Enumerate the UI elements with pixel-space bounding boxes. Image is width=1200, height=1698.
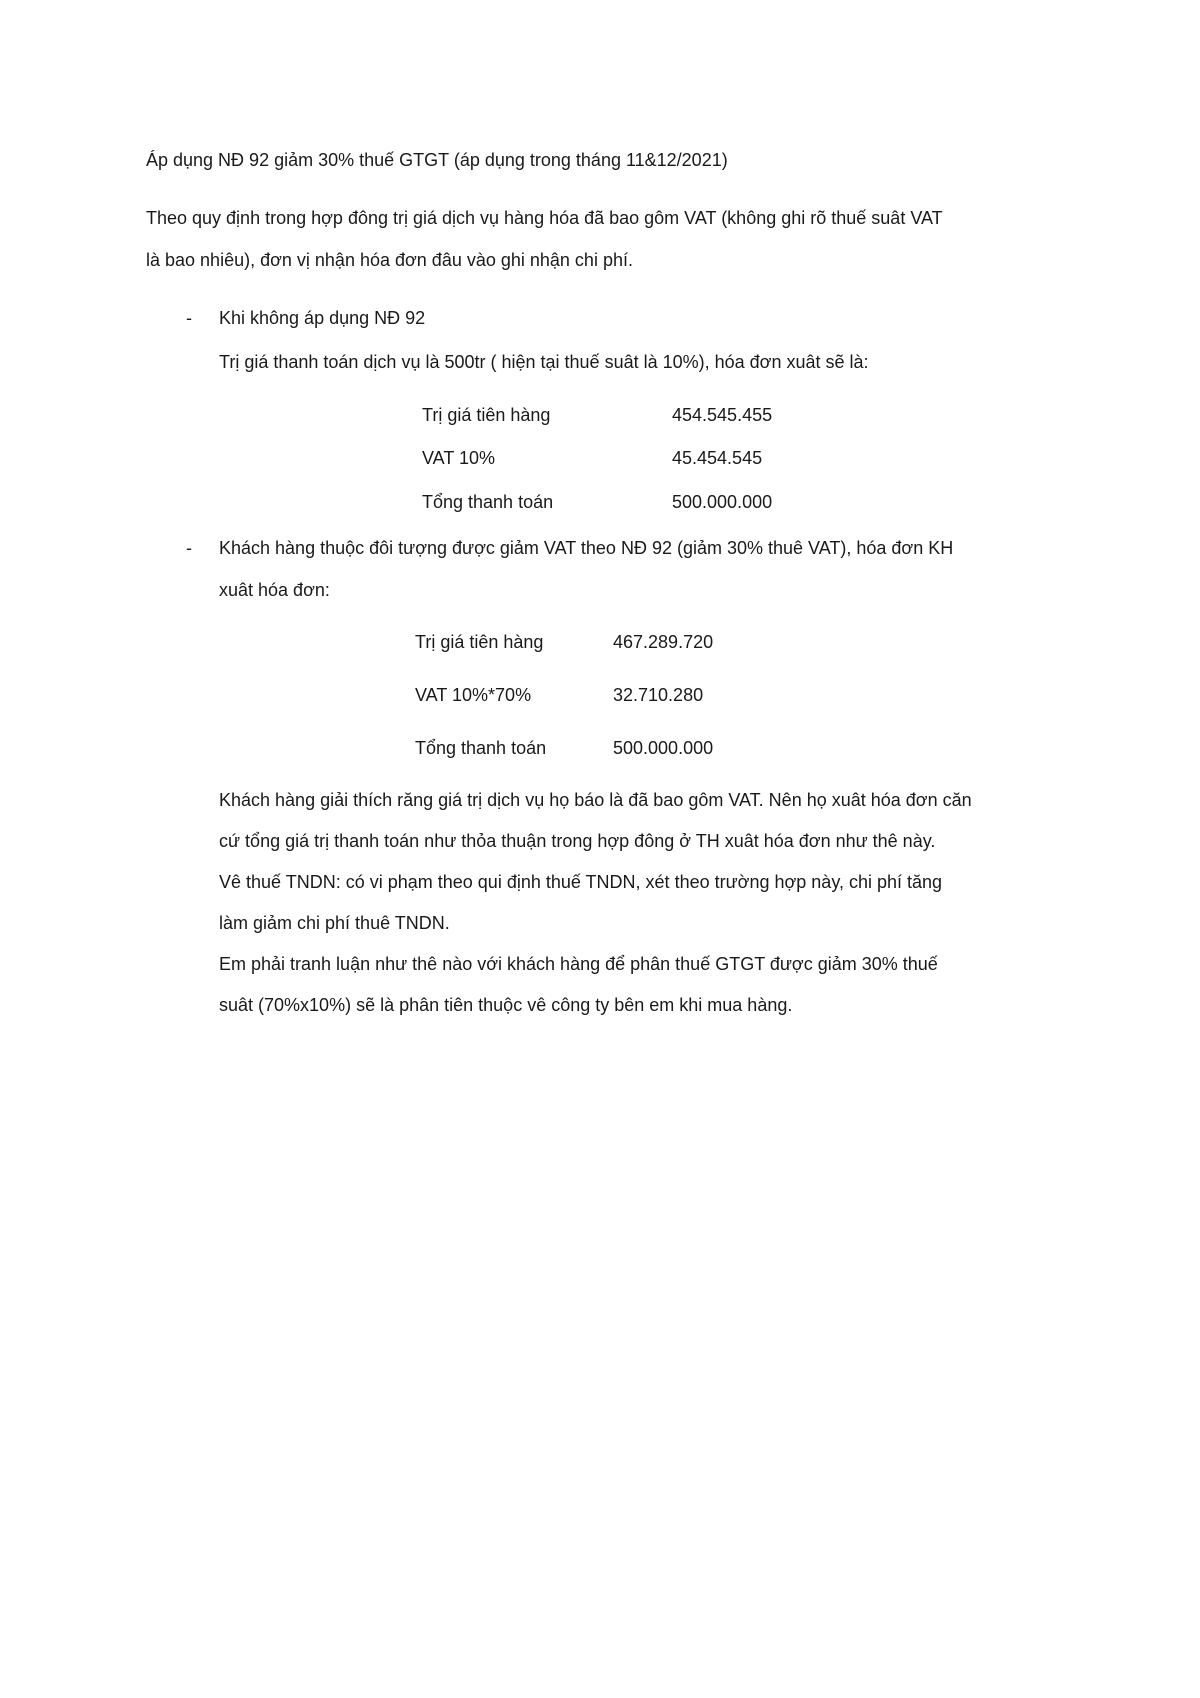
bullet-dash-1: - <box>186 308 192 328</box>
bullet-dash-2: - <box>186 538 192 558</box>
case2-row-value: 500.000.000 <box>613 738 714 758</box>
case1-row-value: 500.000.000 <box>672 492 773 512</box>
case1-text: Trị giá thanh toán dịch vụ là 500tr ( hiện tại thuế suât là 10%), hóa đơn xuât sẽ là: <box>219 352 869 372</box>
closing-line-4: làm giảm chi phí thuê TNDN. <box>219 913 450 933</box>
case2-row-label: VAT 10%*70% <box>415 685 532 705</box>
closing-line-5: Em phải tranh luận như thê nào với khách hàng để phân thuế GTGT được giảm 30% thuế <box>219 954 938 974</box>
closing-line-2: cứ tổng giá trị thanh toán như thỏa thuận trong hợp đông ở TH xuât hóa đơn như thê này. <box>219 831 936 851</box>
closing-line-3: Vê thuế TNDN: có vi phạm theo qui định thuế TNDN, xét theo trường hợp này, chi phí tăng <box>219 872 943 892</box>
closing-line-6: suât (70%x10%) sẽ là phân tiên thuộc vê công ty bên em khi mua hàng. <box>219 995 793 1015</box>
case2-text-line-2: xuât hóa đơn: <box>219 580 330 600</box>
case2-row-label: Trị giá tiên hàng <box>415 632 544 652</box>
case2-row-value: 467.289.720 <box>613 632 714 652</box>
case1-row-label: Trị giá tiên hàng <box>422 405 551 425</box>
case2-text-line-1: Khách hàng thuộc đôi tượng được giảm VAT theo NĐ 92 (giảm 30% thuê VAT), hóa đơn KH <box>219 538 954 558</box>
case1-row-label: VAT 10% <box>422 448 496 468</box>
intro-line-2: là bao nhiêu), đơn vị nhận hóa đơn đâu vào ghi nhận chi phí. <box>146 250 633 270</box>
intro-line-1: Theo quy định trong hợp đông trị giá dịch vụ hàng hóa đã bao gôm VAT (không ghi rõ thuế suât VAT <box>146 208 943 228</box>
case1-heading: Khi không áp dụng NĐ 92 <box>219 308 426 328</box>
case2-row-label: Tổng thanh toán <box>415 738 547 758</box>
case2-row-value: 32.710.280 <box>613 685 704 705</box>
case1-row-value: 454.545.455 <box>672 405 773 425</box>
closing-line-1: Khách hàng giải thích răng giá trị dịch vụ họ báo là đã bao gôm VAT. Nên họ xuât hóa đơn căn <box>219 790 972 810</box>
case1-row-value: 45.454.545 <box>672 448 763 468</box>
case1-row-label: Tổng thanh toán <box>422 492 554 512</box>
document-title: Áp dụng NĐ 92 giảm 30% thuế GTGT (áp dụng trong tháng 11&12/2021) <box>146 150 728 170</box>
